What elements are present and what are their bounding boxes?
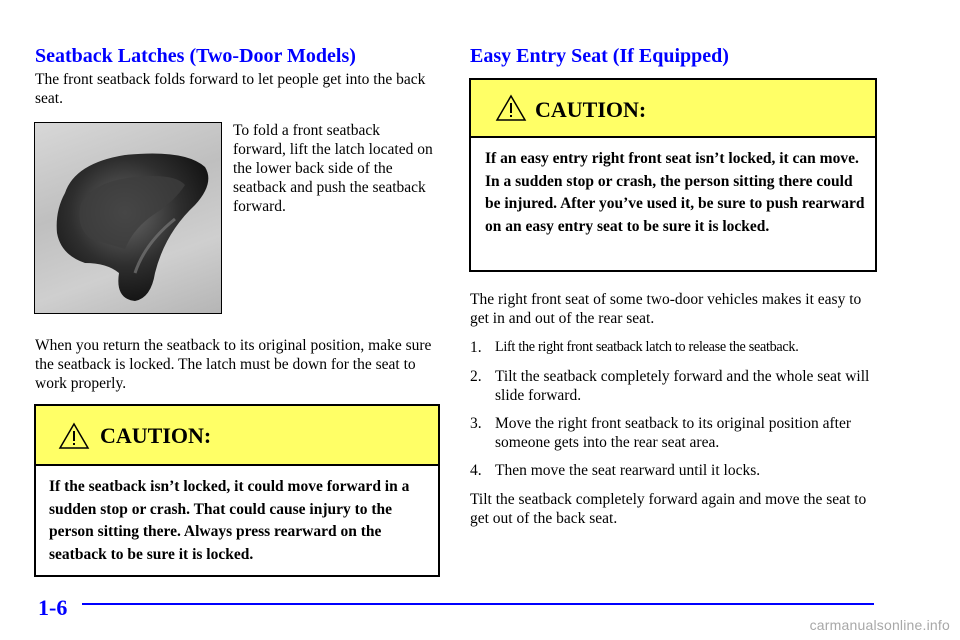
step-number: 4. — [470, 462, 482, 479]
step-text: Move the right front seatback to its original position after someone gets into the rear seat area. — [495, 415, 851, 451]
closing-paragraph: Tilt the seatback completely forward again and move the seat to get out of the back seat. — [470, 491, 867, 527]
watermark: carmanualsonline.info — [809, 617, 950, 633]
caution-body: If an easy entry right front seat isn’t locked, it can move. In a sudden stop or crash, the person sitting there could be injured. After you’ve used it, be sure to push rearward on an easy entry seat to be sure it is locked. — [485, 150, 865, 235]
caution-title: CAUTION: — [535, 97, 647, 122]
section-heading-easy-entry: Easy Entry Seat (If Equipped) — [470, 45, 729, 67]
latch-illustration — [35, 123, 222, 314]
caution-band — [471, 80, 875, 138]
step-text: Then move the seat rearward until it locks. — [495, 462, 761, 479]
fold-instructions: To fold a front seatback forward, lift the latch located on the lower back side of the seatback and push the seatback forward. — [233, 122, 433, 215]
caution-title: CAUTION: — [100, 423, 212, 448]
section-heading-seatback-latches: Seatback Latches (Two-Door Models) — [35, 45, 356, 67]
step-text: Lift the right front seatback latch to release the seatback. — [495, 339, 799, 355]
step-number: 1. — [470, 339, 482, 356]
intro-paragraph: The front seatback folds forward to let people get into the back seat. — [35, 71, 426, 107]
footer-rule — [82, 603, 874, 605]
caution-box-easy-entry — [469, 78, 877, 272]
caution-body: If the seatback isn’t locked, it could move forward in a sudden stop or crash. That could cause injury to the person sitting there. Always press rearward on the seatback to be sure it is locked. — [49, 478, 410, 563]
page-number: 1-6 — [38, 595, 68, 620]
caution-band — [36, 406, 438, 466]
caution-box-seatback — [34, 404, 440, 577]
warning-icon — [495, 94, 527, 122]
step-number: 3. — [470, 415, 482, 432]
step-text: Tilt the seatback completely forward and the whole seat will slide forward. — [495, 368, 870, 404]
warning-icon — [58, 422, 90, 450]
return-paragraph: When you return the seatback to its original position, make sure the seatback is locked. The latch must be down for the seat to work properly. — [35, 337, 432, 392]
easy-entry-intro: The right front seat of some two-door vehicles makes it easy to get in and out of the rear seat. — [470, 291, 862, 327]
step-number: 2. — [470, 368, 482, 385]
seatback-latch-photo — [34, 122, 222, 314]
